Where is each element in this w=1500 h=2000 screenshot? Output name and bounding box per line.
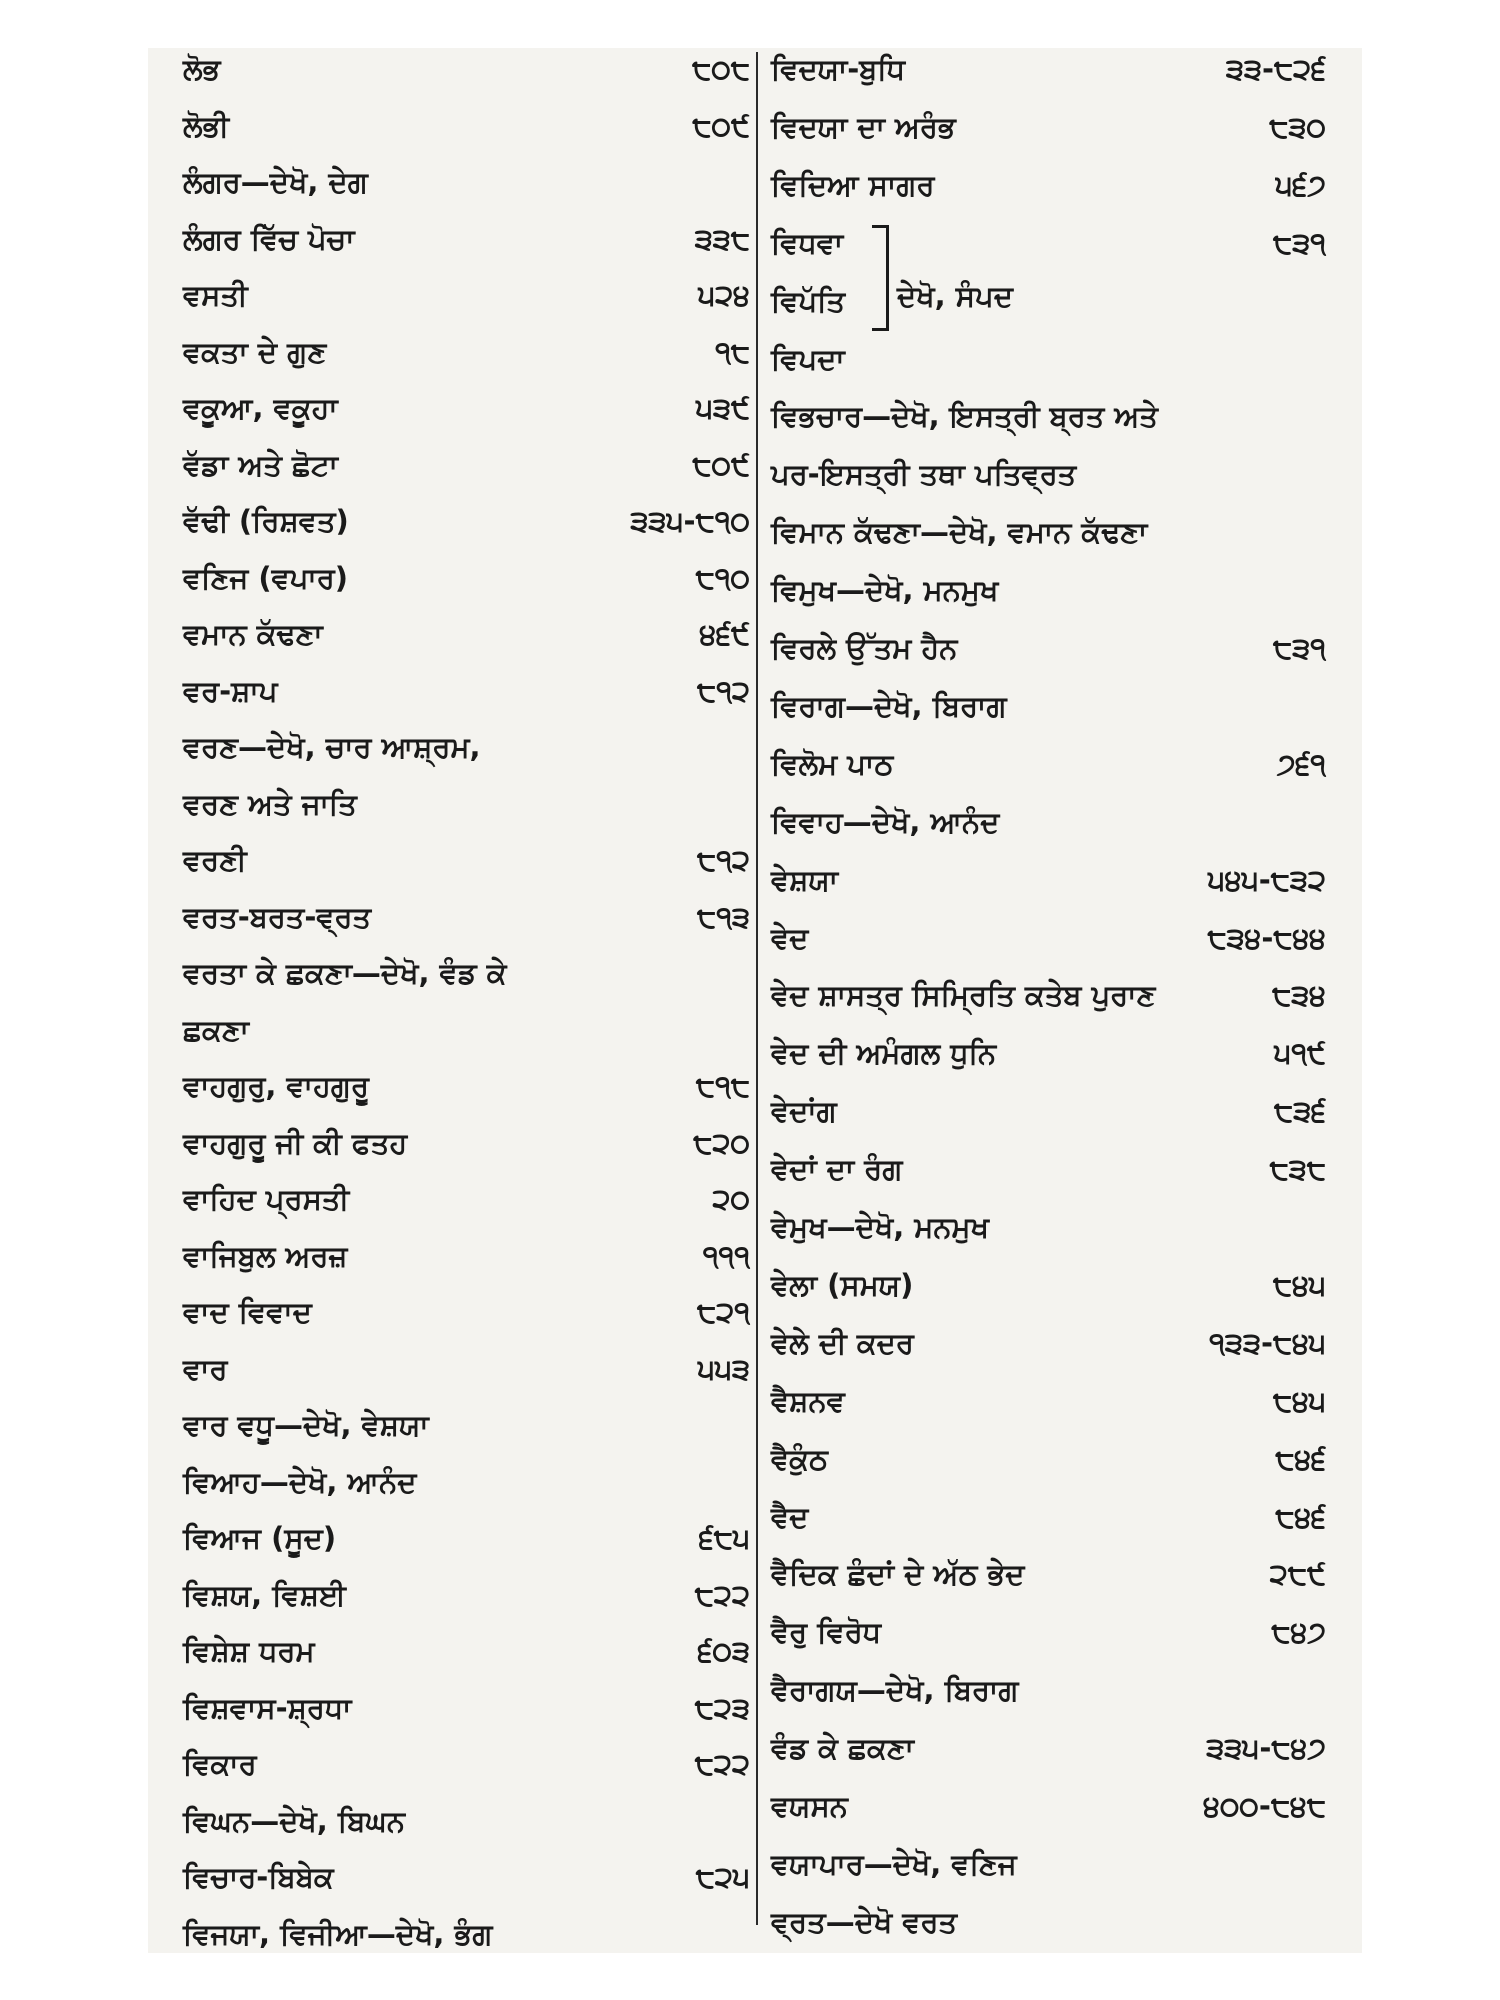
entry-page-number: ੪੬੯ [699,617,750,651]
entry-page-number: ੬੮੫ [698,1521,750,1555]
entry-term: ਵਿਸ਼ੇਸ਼ ਧਰਮ [183,1634,315,1668]
entry-term: ਵਿਜਯਾ, ਵਿਜੀਆ—ਦੇਖੋ, ਭੰਗ [183,1916,493,1951]
entry-page-number: ੫੨੪ [698,278,750,312]
entry-page-number: ੧੮ [715,334,750,369]
entry-page-number: ੮੩੪ [1272,978,1326,1013]
entry-page-number: ੫੫੩ [697,1351,750,1386]
index-entry [771,921,1326,979]
index-entry [771,52,1326,110]
index-entry [771,1847,1326,1905]
entry-page-number: ੮੨੧ [697,1295,750,1329]
entry-term: ਵੇਮੁਖ—ਦੇਖੋ, ਮਨਮੁਖ [771,1210,989,1244]
entry-page-number: ੮੧੨ [697,843,750,877]
entry-page-number: ੩੩-੮੨੬ [1225,52,1326,86]
entry-term: ਵਿਲੋਮ ਪਾਠ [771,746,894,781]
entry-page-number: ੨੮੯ [1269,1557,1326,1592]
entry-term: ਵਾਰ ਵਧੂ—ਦੇਖੋ, ਵੇਸ਼ਯਾ [183,1408,429,1442]
entry-page-number: ੬੦੩ [697,1634,750,1668]
entry-page-number: ੮੩੧ [1273,631,1326,665]
index-entry [771,1615,1326,1673]
index-entry [771,342,1326,400]
entry-term: ਵੰਡ ਕੇ ਛਕਣਾ [771,1731,914,1766]
entry-term: ਲੋਭੀ [183,108,230,143]
index-entry [771,1500,1326,1558]
entry-term: ਲੋਭ [183,52,221,86]
entry-term: ਵਿਪਦਾ [771,341,845,376]
entry-page-number: ੮੧੦ [695,560,750,595]
entry-term: ਵਯਾਪਾਰ—ਦੇਖੋ, ਵਣਿਜ [771,1846,1017,1881]
entry-term: ਵਰਣ—ਦੇਖੋ, ਚਾਰ ਆਸ਼੍ਰਮ, [183,730,481,764]
entry-term: ਵਕਤਾ ਦੇ ਗੁਣ [183,334,327,369]
entry-page-number: ੩੩੮ [694,221,750,256]
entry-term: ਵਿਆਜ (ਸੂਦ) [183,1521,337,1555]
entry-term: ਵੱਢੀ (ਰਿਸ਼ਵਤ) [183,504,349,538]
index-entry [771,1384,1326,1442]
entry-term: ਵਿਮਾਨ ਕੱਢਣਾ—ਦੇਖੋ, ਵਮਾਨ ਕੱਢਣਾ [771,515,1148,550]
index-entry [183,1182,750,1239]
index-entry [183,1013,750,1070]
index-entry [183,1465,750,1522]
entry-term: ਵੇਦ ਸ਼ਾਸਤ੍ਰ ਸਿਮ੍ਰਿਤਿ ਕਤੇਬ ਪੁਰਾਣ [771,978,1156,1013]
entry-term: ਵਿਵਾਹ—ਦੇਖੋ, ਆਨੰਦ [771,804,1000,839]
entry-page-number: ੮੦੯ [692,108,750,143]
entry-page-number: ੮੨੦ [693,1125,750,1160]
index-entry [183,1295,750,1352]
index-entry [183,448,750,505]
entry-term: ਛਕਣਾ [183,1012,249,1047]
entry-page-number: ੮੦੯ [692,447,750,482]
entry-term: ਵਿਸ਼ਵਾਸ-ਸ਼੍ਰਧਾ [183,1690,352,1725]
entry-term: ਵੱਡਾ ਅਤੇ ਛੋਟਾ [183,447,338,482]
index-entry [771,805,1326,863]
entry-page-number: ੮੨੩ [694,1690,750,1725]
entry-term: ਵਾਹਗੁਰੁ, ਵਾਹਗੁਰੂ [183,1069,369,1103]
index-entry [183,335,750,392]
entry-page-number: ੮੪੫ [1273,1267,1326,1302]
entry-term: ਵੇਦ [771,920,809,955]
index-entry [771,226,1326,284]
index-entry [183,843,750,900]
index-entry [183,222,750,279]
entry-term: ਲੰਗਰ—ਦੇਖੋ, ਦੇਗ [183,165,368,199]
index-entry [183,1747,750,1804]
entry-term: ਵਕੂਆ, ਵਕੂਹਾ [183,391,338,425]
entry-term: ਵਿਦਿਆ ਸਾਗਰ [771,167,935,202]
index-entry [771,1789,1326,1847]
index-entry [183,1804,750,1861]
entry-term: ਵੇਲੇ ਦੀ ਕਦਰ [771,1325,914,1360]
entry-term: ਵੇਦਾਂਗ [771,1094,837,1129]
index-entry [771,631,1326,689]
entry-term: ਵਮਾਨ ਕੱਢਣਾ [183,617,323,651]
index-entry [183,1860,750,1917]
entry-page-number: ੫੧੯ [1274,1036,1326,1071]
entry-term: ਪਰ-ਇਸਤ੍ਰੀ ਤਥਾ ਪਤਿਵ੍ਰਤ [771,457,1077,492]
index-entry [771,515,1326,573]
entry-page-number: ੫੩੯ [695,391,750,425]
index-entry [183,617,750,674]
entry-term: ਵੈਦ [771,1499,809,1534]
index-entry [771,1673,1326,1731]
entry-page-number: ੮੪੬ [1275,1499,1326,1534]
entry-page-number: ੮੦੮ [692,52,750,86]
index-entry [183,1634,750,1691]
entry-page-number: ੩੩੫-੮੪੭ [1206,1731,1326,1766]
index-entry [183,674,750,731]
entry-page-number: ੮੩੧ [1273,225,1326,260]
index-entry [771,573,1326,631]
entry-term: ਵੈਸ਼ਨਵ [771,1383,845,1418]
entry-term: ਵੇਸ਼ਯਾ [771,862,839,897]
entry-term: ਵਾਹਿਦ ਪ੍ਰਸਤੀ [183,1182,350,1216]
index-entry [771,457,1326,515]
entry-page-number: ੮੩੦ [1269,109,1326,144]
entry-term: ਵੈਕੁੰਠ [771,1441,828,1476]
index-entry [771,978,1326,1036]
entry-term: ਵਰ-ਸ਼ਾਪ [183,673,278,708]
index-entry [771,399,1326,457]
entry-term: ਵਿਸ਼ਯ, ਵਿਸ਼ਈ [183,1577,346,1612]
entry-term: ਵਿਰਲੇ ਉੱਤਮ ਹੈਨ [771,631,958,665]
entry-term: ਵਿਆਹ—ਦੇਖੋ, ਆਨੰਦ [183,1464,417,1499]
entry-page-number: ੮੩੮ [1269,1152,1326,1187]
entry-page-number: ੩੩੫-੮੧੦ [630,504,750,538]
index-entry [183,1069,750,1126]
entry-term: ਵਰਤ-ਬਰਤ-ਵ੍ਰਤ [183,899,372,934]
entry-page-number: ੮੨੨ [694,1577,750,1612]
entry-page-number: ੮੩੬ [1274,1094,1326,1129]
entry-term: ਵਿਚਾਰ-ਬਿਬੇਕ [183,1860,334,1894]
entry-term: ਵ੍ਰਤ—ਦੇਖੋ ਵਰਤ [771,1904,958,1939]
entry-term: ਵਿਕਾਰ [183,1747,257,1781]
entry-term: ਵਾਦ ਵਿਵਾਦ [183,1295,312,1329]
index-entry [183,109,750,166]
entry-page-number: ੧੩੩-੮੪੫ [1209,1325,1326,1360]
index-entry [183,1917,750,1974]
entry-page-number: ੪੦੦-੮੪੮ [1203,1789,1326,1823]
entry-term: ਵਣਿਜ (ਵਪਾਰ) [183,560,349,595]
bracket-reference: ਦੇਖੋ, ਸੰਪਦ [897,279,1013,313]
index-entry [771,689,1326,747]
entry-page-number: ੫੬੭ [1275,167,1326,202]
entry-term: ਵਾਰ [183,1351,228,1386]
column-divider [756,52,758,1925]
index-entry [771,168,1326,226]
index-entry [771,1731,1326,1789]
entry-term: ਵਰਣ ਅਤੇ ਜਾਤਿ [183,786,357,821]
entry-term: ਵਿਰਾਗ—ਦੇਖੋ, ਬਿਰਾਗ [771,688,1007,723]
index-entry [771,1442,1326,1500]
index-entry [183,165,750,222]
index-entry [771,747,1326,805]
index-entry [771,284,1326,342]
entry-page-number: ੮੧੨ [697,673,750,708]
entry-term: ਵਿਘਨ—ਦੇਖੋ, ਬਿਘਨ [183,1803,406,1838]
index-entry [183,391,750,448]
entry-term: ਵਿਦਯਾ ਦਾ ਅਰੰਭ [771,109,956,144]
index-entry [183,278,750,335]
entry-term: ਵਿਧਵਾ [771,225,844,260]
index-entry [183,956,750,1013]
entry-term: ਵੇਦਾਂ ਦਾ ਰੰਗ [771,1152,903,1187]
entry-page-number: ੮੨੫ [695,1860,750,1894]
index-entry [183,1352,750,1409]
entry-term: ਵਯਸਨ [771,1789,848,1823]
index-entry [183,52,750,109]
index-entry [183,1126,750,1183]
entry-page-number: ੧੧੧ [702,1238,750,1273]
entry-page-number: ੨੦ [712,1182,750,1216]
entry-term: ਲੰਗਰ ਵਿੱਚ ਪੋਚਾ [183,221,355,256]
entry-term: ਵੈਰੁ ਵਿਰੋਧ [771,1615,881,1650]
entry-term: ਵਿਦਯਾ-ਬੁਧਿ [771,52,906,86]
index-entry [183,730,750,787]
entry-term: ਵਾਹਗੁਰੂ ਜੀ ਕੀ ਫਤਹ [183,1125,408,1160]
index-entry [771,1152,1326,1210]
entry-term: ਵਰਤਾ ਕੇ ਛਕਣਾ—ਦੇਖੋ, ਵੰਡ ਕੇ [183,956,507,990]
entry-page-number: ੮੧੮ [695,1069,750,1103]
entry-page-number: ੮੩੪-੮੪੪ [1207,920,1326,955]
index-entry [183,561,750,618]
index-entry [771,1905,1326,1963]
index-entry [771,110,1326,168]
index-entry [771,1036,1326,1094]
entry-term: ਵੇਦ ਦੀ ਅਮੰਗਲ ਧੁਨਿ [771,1036,997,1071]
index-entry [183,787,750,844]
entry-page-number: ੮੪੭ [1271,1615,1326,1650]
index-entry [771,1268,1326,1326]
entry-page-number: ੭੬੧ [1276,746,1326,781]
index-entry [183,1239,750,1296]
entry-term: ਵੈਦਿਕ ਛੰਦਾਂ ਦੇ ਅੱਠ ਭੇਦ [771,1557,1025,1592]
entry-term: ਵਾਜਿਬੁਲ ਅਰਜ਼ [183,1238,348,1273]
index-entry [183,1578,750,1635]
entry-term: ਵਿਪੱਤਿ [771,283,846,318]
entry-page-number: ੮੨੨ [694,1747,750,1781]
entry-page-number: ੮੪੬ [1275,1441,1326,1476]
index-entry [183,1691,750,1748]
index-entry [183,1408,750,1465]
index-entry [771,1326,1326,1384]
index-entry [771,1210,1326,1268]
index-entry [183,1521,750,1578]
index-entry [183,504,750,561]
entry-term: ਵਿਭਚਾਰ—ਦੇਖੋ, ਇਸਤ੍ਰੀ ਬ੍ਰਤ ਅਤੇ [771,399,1158,434]
entry-page-number: ੮੪੫ [1273,1383,1326,1418]
entry-term: ਵਸਤੀ [183,278,248,312]
index-entry [771,863,1326,921]
entry-term: ਵੈਰਾਗਯ—ਦੇਖੋ, ਬਿਰਾਗ [771,1673,1019,1708]
entry-term: ਵੇਲਾ (ਸਮਯ) [771,1267,914,1302]
entry-page-number: ੮੧੩ [697,899,750,934]
entry-term: ਵਿਮੁਖ—ਦੇਖੋ, ਮਨਮੁਖ [771,573,999,608]
index-entry [183,900,750,957]
index-entry [771,1557,1326,1615]
entry-term: ਵਰਣੀ [183,843,247,877]
index-entry [771,1094,1326,1152]
entry-page-number: ੫੪੫-੮੩੨ [1207,862,1326,897]
